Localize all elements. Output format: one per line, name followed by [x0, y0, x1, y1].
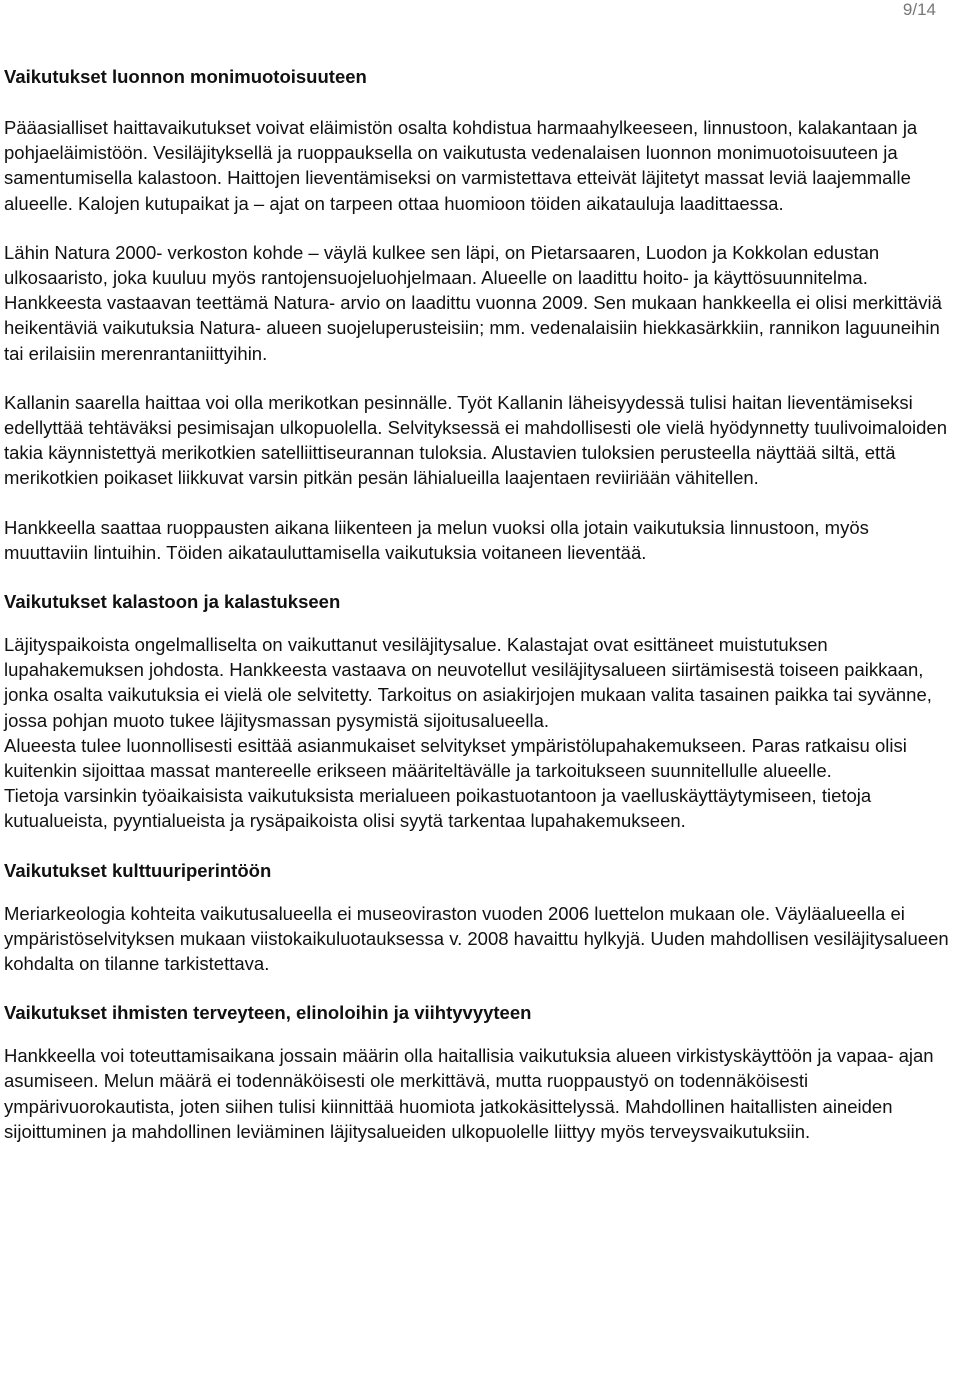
paragraph: Hankkeella voi toteuttamisaikana jossain määrin olla haitallisia vaikutuksia alueen virkistyskäyttöön ja vapaa- ajan asumiseen. Melun määrä ei todennäköisesti ole merkittävä, mutta ruoppaustyö on todennäköisesti ympärivuorokautista, joten siihen tulisi kiinnittää huomiota jatkokäsittelyssä. Mahdollinen haitallisten aineiden sijoittuminen ja mahdollinen leviäminen läjitysalueiden ulkopuolelle liittyy myös terveysvaikutuksiin. [4, 1045, 934, 1142]
paragraph: Läjityspaikoista ongelmalliselta on vaikuttanut vesiläjitysalue. Kalastajat ovat esittäneet muistutuksen lupahakemuksen johdosta. Hankkeesta vastaava on neuvotellut vesiläjitysalueen siirtämisestä toiseen paikkaan, jonka osalta vaikutuksia ei vielä ole selvitetty. Tarkoitus on asiakirjojen mukaan valita tasainen paikka tai syvänne, jossa pohjan muoto tukee läjitysmassan pysymistä sijoitusalueella. [4, 634, 932, 731]
section-heading-biodiversity: Vaikutukset luonnon monimuotoisuuteen [4, 66, 367, 87]
section-heading-fish: Vaikutukset kalastoon ja kalastukseen [4, 591, 341, 613]
paragraph: Pääasialliset haittavaikutukset voivat eläimistön osalta kohdistua harmaahylkeeseen, linnustoon, kalakantaan ja pohjaeläimistöön. Vesiläjityksellä ja ruoppauksella on vaikutusta vedenalaisen luonnon monimuotoisuuteen ja samentumisella kalastoon. Haittojen lieventämiseksi on varmistettava etteivät läjitetyt massat leviä laajemmalle alueelle. Kalojen kutupaikat ja – ajat on tarpeen ottaa huomioon töiden aikatauluja laadittaessa. [4, 117, 918, 214]
paragraph: Meriarkeologia kohteita vaikutusalueella ei museoviraston vuoden 2006 luettelon mukaan ole. Väyläalueella ei ympäristöselvityksen mukaan viistokaikuluotauksessa v. 2008 havaittu hylkyjä. Uuden mahdollisen vesiläjitysalueen kohdalta on tilanne tarkistettava. [4, 902, 949, 975]
paragraph: Tietoja varsinkin työaikaisista vaikutuksista merialueen poikastuotantoon ja vaelluskäyttäytymiseen, tietoja kutualueista, pyyntialueista ja rysäpaikoista olisi syytä tarkentaa lupahakemukseen. [4, 785, 872, 832]
paragraph: Lähin Natura 2000- verkoston kohde – väylä kulkee sen läpi, on Pietarsaaren, Luodon ja Kokkolan edustan ulkosaaristo, joka kuuluu myös rantojensuojeluohjelmaan. Alueelle on laadittu hoito- ja käyttösuunnitelma. [4, 241, 880, 289]
paragraph: Hankkeella saattaa ruoppausten aikana liikenteen ja melun vuoksi olla jotain vaikutuksia linnustoon, myös muuttaviin lintuihin. Töiden aikatauluttamisella vaikutuksia voitaneen lieventää. [4, 516, 869, 563]
document-body [4, 64, 956, 1144]
section-heading-cultural-heritage: Vaikutukset kulttuuriperintöön [4, 859, 272, 881]
paragraph: Kallanin saarella haittaa voi olla merikotkan pesinnälle. Työt Kallanin läheisyydessä tulisi haitan lieventämiseksi edellyttää tehtäväksi pesimisajan ulkopuolella. Selvityksessä ei mahdollisesti ole vielä hyödynnetty tuulivoimaloiden takia käynnistettyä merikotkien satelliittiseurannan tuloksia. Alustavien tuloksien perusteella näyttää siltä, että merikotkien poikaset liikkuvat varsin pitkän pesän lähialueilla laajentaen reviiriään vähitellen. [4, 391, 947, 489]
paragraph: Alueesta tulee luonnollisesti esittää asianmukaiset selvitykset ympäristölupahakemukseen. Paras ratkaisu olisi kuitenkin sijoittaa massat mantereelle erikseen määriteltävälle ja tarkoitukseen suunnitellulle alueelle. [4, 734, 907, 782]
paragraph: Hankkeesta vastaavan teettämä Natura- arvio on laadittu vuonna 2009. Sen mukaan hankkeella ei olisi merkittäviä heikentäviä vaikutuksia Natura- alueen suojeluperusteisiin; mm. vedenalaisiin hiekkasärkkiin, rannikon laguuneihin tai erilaisiin merenrantaniittyihin. [4, 292, 942, 364]
page-number: 9/14 [902, 0, 936, 19]
section-heading-health: Vaikutukset ihmisten terveyteen, elinoloihin ja viihtyvyyteen [4, 1002, 532, 1024]
